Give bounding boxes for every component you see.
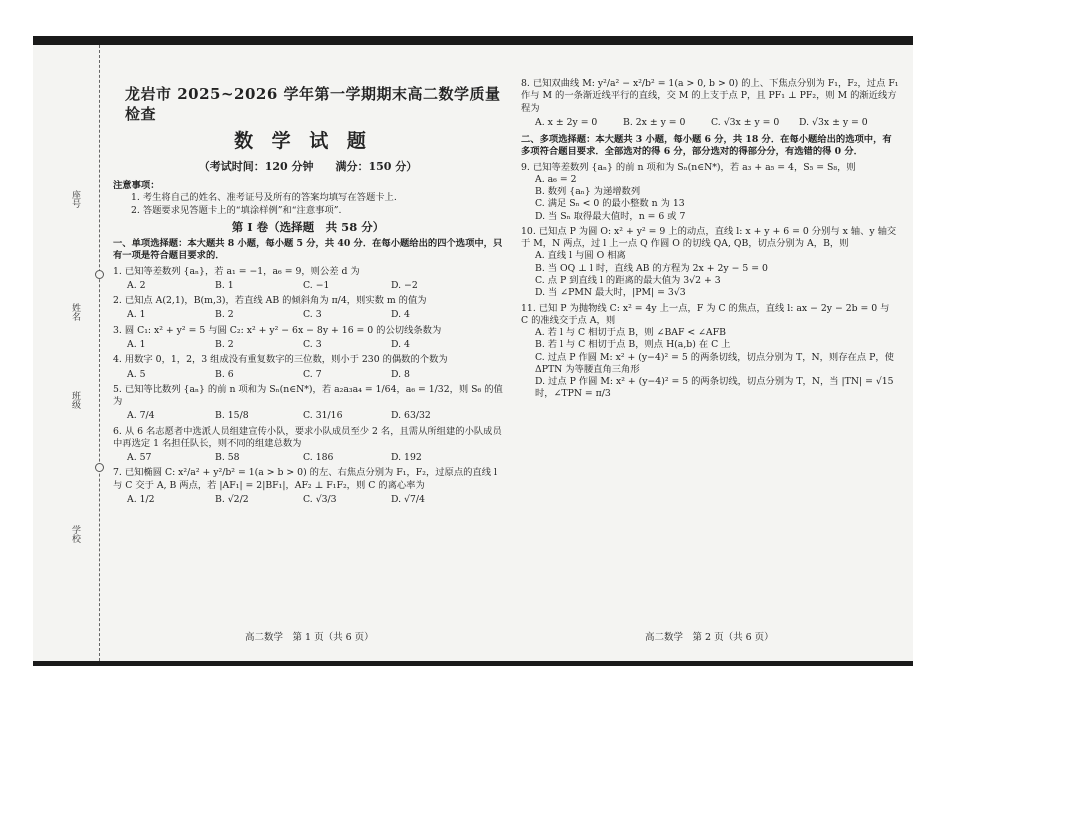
option-a: A. 57 [127,452,152,464]
option-c: C. √3/3 [303,493,337,505]
option-c: C. 7 [303,368,322,380]
option-a: A. a₆ = 2 [535,173,577,185]
page-2-footer: 高二数学 第 2 页（共 6 页） [645,632,774,643]
option-a: A. 1 [127,339,146,351]
option-c: C. 点 P 到直线 l 的距离的最大值为 3√2 + 3 [535,274,721,286]
option-d: D. √3x ± y = 0 [799,116,868,128]
school-label: 学校 [70,525,80,543]
binding-hole-icon [95,463,104,472]
option-d: D. √7/4 [391,493,425,505]
time-and-score: （考试时间：120 分钟 满分：150 分） [198,159,418,173]
question-stem: 1. 已知等差数列 {aₙ}，若 a₁ = −1，a₆ = 9，则公差 d 为 [113,265,360,277]
option-c: C. 过点 P 作圆 M: x² + (y−4)² = 5 的两条切线，切点分别为 T，N，则存在点 P，使 ΔPTN 为等腰直角三角形 [535,351,894,375]
notes-heading: 注意事项： [113,180,160,192]
option-d: D. 当 Sₙ 取得最大值时，n = 6 或 7 [535,210,686,222]
option-a: A. 2 [127,279,146,291]
option-a: A. x ± 2y = 0 [535,116,598,128]
option-a: A. 1 [127,309,146,321]
class-label: 班级 [70,391,80,409]
page-2 [521,75,899,401]
question-7 [113,467,503,506]
option-d: D. 63/32 [391,410,431,422]
option-b: B. 6 [215,368,234,380]
question-5 [113,384,503,423]
option-c: C. √3x ± y = 0 [711,116,780,128]
question-stem: 11. 已知 P 为抛物线 C: x² = 4y 上一点，F 为 C 的焦点，直线 l: ax − 2y − 2b = 0 与 C 的准线交于点 A，则 [521,302,890,326]
option-c: C. 31/16 [303,410,343,422]
option-a: A. 直线 l 与圆 O 相离 [535,250,626,262]
binding-line [99,45,102,661]
option-d: D. 4 [391,309,410,321]
option-a: A. 7/4 [127,410,155,422]
question-9 [521,162,899,223]
option-d: D. 当 ∠PMN 最大时，|PM| = 3√3 [535,287,686,299]
option-d: D. 8 [391,368,410,380]
option-a: A. 5 [127,368,146,380]
option-c: C. 3 [303,339,322,351]
question-stem: 6. 从 6 名志愿者中选派人员组建宣传小队，要求小队成员至少 2 名，且需从所组建的小队成员中再选定 1 名担任队长，则不同的组建总数为 [113,425,502,449]
question-11 [521,303,899,401]
option-b: B. 当 OQ ⊥ l 时，直线 AB 的方程为 2x + 2y − 5 = 0 [535,262,768,274]
option-a: A. 1/2 [127,493,155,505]
option-c: C. 满足 Sₙ < 0 的最小整数 n 为 13 [535,198,685,210]
question-stem: 5. 已知等比数列 {aₙ} 的前 n 项和为 Sₙ(n∈N*)，若 a₂a₃a₄ = 1/64，a₆ = 1/32，则 S₆ 的值为 [113,383,503,408]
question-10 [521,226,899,300]
option-b: B. 1 [215,279,234,291]
page-1-footer: 高二数学 第 1 页（共 6 页） [245,632,374,643]
option-b: B. 15/8 [215,410,249,422]
seat-number-label: 座号 [70,190,80,208]
question-stem: 9. 已知等差数列 {aₙ} 的前 n 项和为 Sₙ(n∈N*)，若 a₃ + a₅ = 4，S₅ = S₈，则 [521,161,856,173]
exam-title: 龙岩市 2025~2026 学年第一学期期末高二数学质量检查 [125,85,501,123]
section-heading: 二、多项选择题：本大题共 3 小题，每小题 6 分，共 18 分．在每小题给出的选项中，有多项符合题目要求．全部选对的得 6 分，部分选对的得部分分，有选错的得 0 分． [521,134,892,158]
name-label: 姓名 [70,303,80,321]
option-b: B. 2 [215,339,234,351]
question-stem: 4. 用数字 0，1，2，3 组成没有重复数字的三位数，则小于 230 的偶数的个数为 [113,354,448,366]
option-d: D. 192 [391,452,422,464]
question-6 [113,426,503,465]
question-stem: 10. 已知点 P 为圆 O: x² + y² = 9 上的动点，直线 l: x + y + 6 = 0 分别与 x 轴、y 轴交于 M，N 两点，过 l 上一点 Q 作圆 O 的切线 QA, QB，切点分别为 A，B，则 [521,225,897,250]
note-item: 1. 考生将自己的姓名、准考证号及所有的答案均填写在答题卡上. [131,192,397,204]
question-8 [521,78,899,129]
option-d: D. −2 [391,279,418,291]
option-b: B. 58 [215,452,240,464]
page-1 [113,75,503,506]
option-b: B. √2/2 [215,493,249,505]
option-d: D. 过点 P 作圆 M: x² + (y−4)² = 5 的两条切线，切点分别为 T，N，当 |TN| = √15 时，∠TPN = π/3 [535,376,894,400]
question-3 [113,325,503,352]
scanned-exam-sheet [33,36,913,666]
option-b: B. 2 [215,309,234,321]
option-d: D. 4 [391,339,410,351]
subject-title: 数 学 试 题 [234,129,372,152]
question-4 [113,354,503,381]
option-b: B. 2x ± y = 0 [623,116,686,128]
option-b: B. 若 l 与 C 相切于点 B，则点 H(a,b) 在 C 上 [535,339,731,351]
question-2 [113,295,503,322]
question-stem: 3. 圆 C₁: x² + y² = 5 与圆 C₂: x² + y² − 6x − 8y + 16 = 0 的公切线条数为 [113,324,442,336]
section-heading: 一、单项选择题：本大题共 8 小题，每小题 5 分，共 40 分．在每小题给出的四个选项中，只有一项是符合题目要求的． [113,238,503,262]
question-stem: 8. 已知双曲线 M: y²/a² − x²/b² = 1(a > 0, b > 0) 的上、下焦点分别为 F₁，F₂，过点 F₁ 作与 M 的一条渐近线平行的直线，交 M 的上支于点 P，且 PF₁ ⊥ PF₂，则 M 的渐近线方程为 [521,78,899,114]
question-stem: 7. 已知椭圆 C: x²/a² + y²/b² = 1(a > b > 0) 的左、右焦点分别为 F₁，F₂，过原点的直线 l 与 C 交于 A, B 两点，若 |AF₁| = 2|BF₁|，AF₂ ⊥ F₁F₂，则 C 的离心率为 [113,467,497,491]
option-c: C. 186 [303,452,334,464]
option-b: B. 数列 {aₙ} 为递增数列 [535,186,641,198]
option-c: C. 3 [303,309,322,321]
question-stem: 2. 已知点 A(2,1)，B(m,3)，若直线 AB 的倾斜角为 π/4，则实数 m 的值为 [113,295,427,307]
question-1 [113,266,503,293]
note-item: 2. 答题要求见答题卡上的“填涂样例”和“注意事项”. [131,204,342,216]
binding-hole-icon [95,270,104,279]
part-title: 第 I 卷（选择题 共 58 分） [231,219,385,234]
option-a: A. 若 l 与 C 相切于点 B，则 ∠BAF < ∠AFB [535,327,726,339]
option-c: C. −1 [303,279,330,291]
